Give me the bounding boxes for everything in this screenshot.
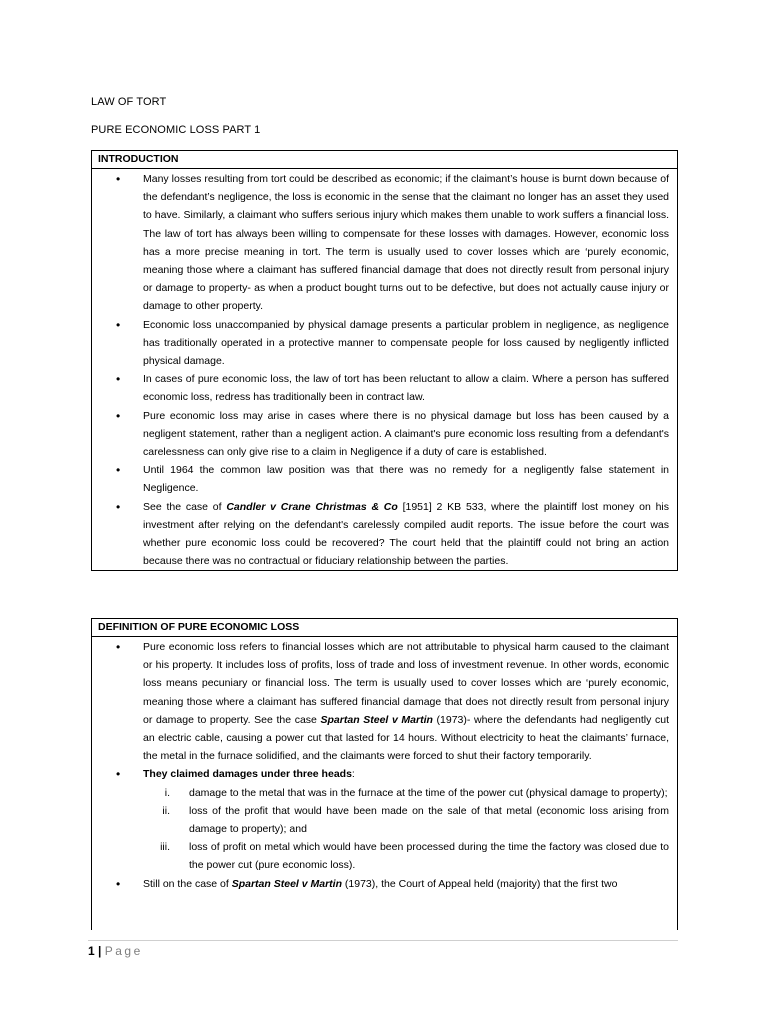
heads-list (92, 784, 677, 875)
list-item: • Pure economic loss may arise in cases where there is no physical damage but loss has been caused by a negligent statement, rather than a negligent action. A claimant's pure economic loss resulting from a defendant's carelessness can only give rise to a claim in Negligence if a duty of care is established. (116, 408, 669, 459)
introduction-list (92, 169, 677, 570)
document-subtitle: PURE ECONOMIC LOSS PART 1 (91, 124, 261, 136)
definition-box (91, 618, 678, 930)
definition-list (92, 637, 677, 784)
case-name: Spartan Steel v Martin (231, 877, 342, 890)
list-item: i. damage to the metal that was in the furnace at the time of the power cut (physical damage to property); (164, 786, 668, 799)
list-item: • Until 1964 the common law position was that there was no remedy for a negligently false statement in Negligence. (116, 463, 669, 495)
page-label: Page (104, 944, 143, 958)
list-item: • In cases of pure economic loss, the law of tort has been reluctant to allow a claim. Where a person has suffered economic loss, redress has traditionally been in contract law. (116, 372, 669, 404)
bullet-icon: • (116, 408, 121, 423)
list-item: • Still on the case of Spartan Steel v Martin (1973), the Court of Appeal held (majority) that the first two (92, 875, 677, 893)
bullet-icon: • (116, 463, 121, 478)
list-item: • Economic loss unaccompanied by physical damage presents a particular problem in negligence, as negligence has traditionally operated in a protective manner to compensate people for loss caused by negligently inflicted physical damage. (116, 317, 669, 368)
definition-title: DEFINITION OF PURE ECONOMIC LOSS (92, 619, 677, 637)
footer-divider (88, 940, 678, 941)
page-number: 1 (88, 944, 95, 958)
list-item: ii. loss of the profit that would have been made on the sale of that metal (economic loss arising from damage to property); and (162, 804, 669, 836)
list-item: • They claimed damages under three heads: (92, 765, 677, 783)
heads-label: They claimed damages under three heads (143, 768, 352, 781)
list-item: • Many losses resulting from tort could be described as economic; if the claimant’s house is burnt down because of the defendant’s negligence, the loss is economic in the sense that the claimant no longer has an asset they used to have. Similarly, a claimant who suffers serious injury which makes them unable to work suffers a financial loss. The law of tort has always been willing to compensate for these losses with damages. However, economic loss has a more precise meaning in tort. The term is usually used to cover losses which are ‘purely economic, meaning those where a claimant has suffered financial damage that does not directly result from personal injury or damage to property- as when a product bought turns out to be defective, but does not actually cause injury or damage to other property. (116, 172, 669, 313)
introduction-box (91, 150, 678, 571)
bullet-icon: • (116, 499, 121, 514)
bullet-icon: • (116, 317, 121, 332)
document-title: LAW OF TORT (91, 96, 167, 108)
case-name: Spartan Steel v Martin (320, 713, 433, 726)
introduction-title: INTRODUCTION (92, 151, 677, 169)
bullet-icon: • (116, 640, 121, 654)
page-footer (88, 944, 143, 958)
list-item: • Pure economic loss refers to financial losses which are not attributable to physical harm caused to the claimant or his property. It includes loss of profits, loss of trade and loss of investment revenue. In other words, economic loss means pecuniary or financial loss. The term is usually used to cover losses which are ‘purely economic, meaning those where a claimant has suffered financial damage that does not directly result from personal injury or damage to property. See the case Spartan Steel v Martin (1973)- where the defendants had negligently cut an electric cable, causing a power cut that lasted for 14 hours. Without electricity to heat the claimants’ furnace, the metal in the furnace solidified, and the claimants were forced to shut their factory temporarily. (116, 640, 670, 763)
case-name: Candler v Crane Christmas & Co (226, 500, 398, 513)
list-item: • See the case of Candler v Crane Christmas & Co [1951] 2 KB 533, where the plaintiff lost money on his investment after relying on the defendant's carelessly compiled audit reports. The issue before the court was whether pure economic loss could be recovered? The court held that the plaintiff could not bring an action because there was no contractual or fiduciary relationship between the parties. (116, 499, 670, 568)
definition-list-continued (92, 875, 677, 893)
footer-separator: | (98, 944, 102, 958)
bullet-icon: • (116, 172, 121, 186)
bullet-icon: • (116, 767, 121, 782)
bullet-icon: • (116, 372, 121, 387)
list-item: iii. loss of profit on metal which would have been processed during the time the factory was closed due to the power cut (pure economic loss). (160, 841, 669, 872)
bullet-icon: • (116, 876, 121, 891)
